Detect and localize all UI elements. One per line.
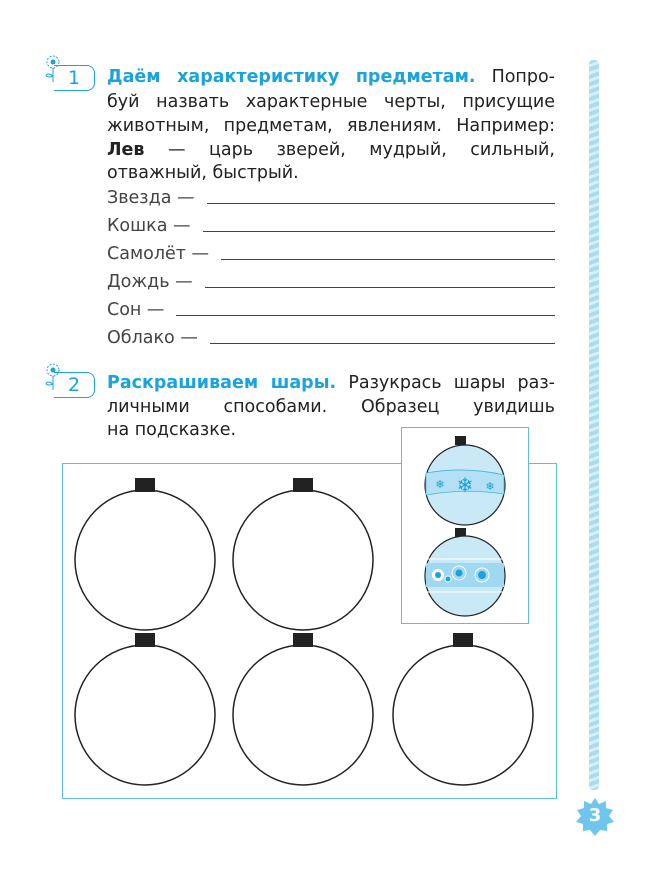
task-title: Раскрашиваем шары. bbox=[107, 373, 337, 393]
field-label: Облако — bbox=[107, 328, 198, 348]
ornament-ball-outline[interactable] bbox=[233, 478, 373, 630]
example-word: Лев bbox=[107, 140, 145, 160]
snowflake-icon: ❄ bbox=[456, 473, 474, 497]
task-text: на подсказке. bbox=[107, 420, 237, 440]
field-label: Кошка — bbox=[107, 216, 191, 236]
ornament-ball-outline[interactable] bbox=[393, 633, 533, 785]
field-label: Дождь — bbox=[107, 272, 193, 292]
task-text: Разукрась шары раз- bbox=[348, 373, 555, 393]
task-title: Даём характеристику предметам. bbox=[107, 67, 476, 87]
ornament-ball-outline[interactable] bbox=[233, 633, 373, 785]
task-text: личными способами. Образец увидишь bbox=[107, 397, 555, 417]
snowflake-icon: ❄ bbox=[485, 480, 495, 493]
page-number: 3 bbox=[588, 805, 602, 826]
ornament-ball-outline[interactable] bbox=[75, 633, 215, 785]
field-label: Сон — bbox=[107, 300, 165, 320]
snowflake-icon: ❄ bbox=[435, 478, 445, 491]
task-text: — царь зверей, мудрый, сильный, bbox=[168, 140, 555, 160]
task-number: 2 bbox=[54, 372, 95, 398]
page-number-badge bbox=[575, 797, 615, 837]
field-label: Самолёт — bbox=[107, 244, 210, 264]
task-number: 1 bbox=[54, 65, 95, 91]
sample-ball-snowflakes bbox=[425, 436, 505, 525]
hint-box bbox=[401, 427, 529, 624]
task-text: буй назвать характерные черты, присущие bbox=[107, 92, 555, 112]
task-text: Попро- bbox=[491, 67, 555, 87]
ornament-ball-outline[interactable] bbox=[75, 478, 215, 630]
task-text: животным, предметам, явлениям. Например: bbox=[107, 116, 555, 136]
sample-ball-circles bbox=[425, 528, 505, 616]
task-text: отважный, быстрый. bbox=[107, 163, 299, 183]
field-label: Звезда — bbox=[107, 188, 195, 208]
